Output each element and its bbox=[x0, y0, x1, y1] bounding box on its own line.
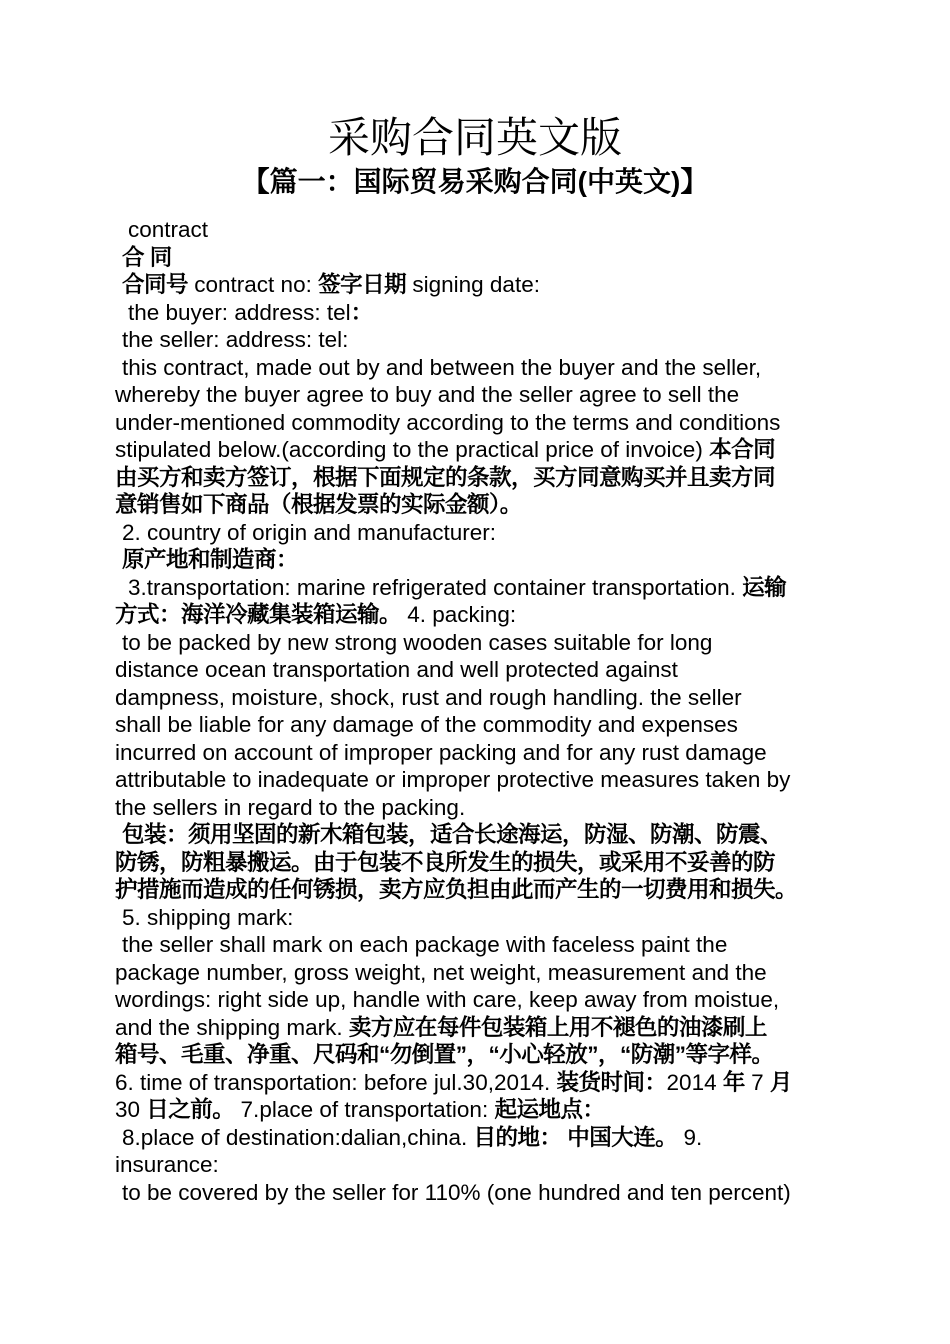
text-line bbox=[115, 464, 840, 492]
text-line bbox=[115, 409, 840, 437]
bold-text-run: 卖方应在每件包装箱上用不褪色的油漆刷上 bbox=[348, 1014, 767, 1040]
bold-text-run: 目的地： 中国大连。 bbox=[473, 1124, 678, 1150]
text-run: shall be liable for any damage of the commodity and expenses bbox=[115, 712, 738, 737]
bold-text-run: 日之前。 bbox=[146, 1097, 235, 1122]
text-run: insurance: bbox=[115, 1152, 219, 1177]
text-line bbox=[115, 216, 840, 244]
text-run: the seller shall mark on each package with faceless paint the bbox=[122, 932, 728, 957]
text-line bbox=[115, 931, 840, 959]
text-line bbox=[115, 739, 840, 767]
bold-text-run: 月 bbox=[769, 1069, 792, 1095]
text-run: 3.transportation: marine refrigerated container transportation. bbox=[128, 574, 743, 600]
text-run: attributable to inadequate or improper protective measures taken by bbox=[115, 767, 791, 792]
text-run: under-mentioned commodity according to the terms and conditions bbox=[115, 409, 781, 435]
text-line bbox=[115, 1041, 840, 1069]
document-body bbox=[115, 216, 840, 1206]
text-line bbox=[115, 1014, 840, 1042]
document-subtitle: 【篇一：国际贸易采购合同(中英文)】 bbox=[241, 166, 709, 197]
text-run: the seller: address: tel: bbox=[122, 327, 349, 352]
text-run: 2014 bbox=[666, 1069, 723, 1095]
text-run: incurred on account of improper packing and for any rust damage bbox=[115, 739, 767, 765]
bold-text-run: 护措施而造成的任何锈损，卖方应负担由此而产生的一切费用和损失。 bbox=[115, 877, 798, 902]
bold-text-run: 合 同 bbox=[122, 244, 172, 270]
text-line bbox=[115, 271, 840, 299]
bold-text-run: 本合同 bbox=[709, 437, 776, 462]
text-line bbox=[115, 656, 840, 684]
text-line bbox=[115, 519, 840, 547]
text-run: 2. country of origin and manufacturer: bbox=[122, 519, 496, 545]
text-line bbox=[115, 491, 840, 519]
bold-text-run: 合同号 bbox=[122, 272, 189, 297]
text-line bbox=[115, 1179, 840, 1207]
text-line bbox=[115, 986, 840, 1014]
text-line bbox=[115, 849, 840, 877]
text-run: this contract, made out by and between the buyer and the seller, bbox=[122, 354, 762, 380]
bold-text-run: 防锈，防粗暴搬运。由于包装不良所发生的损失，或采用不妥善的防 bbox=[115, 849, 776, 875]
text-run: signing date: bbox=[406, 272, 540, 297]
text-line bbox=[115, 244, 840, 272]
text-run: distance ocean transportation and well protected against bbox=[115, 657, 678, 682]
text-run: to be covered by the seller for 110% (one hundred and ten percent) bbox=[122, 1179, 791, 1205]
text-line bbox=[115, 821, 840, 849]
text-line bbox=[115, 326, 840, 354]
text-run: 7 bbox=[744, 1069, 770, 1095]
text-run: and the shipping mark. bbox=[115, 1014, 349, 1040]
text-run: whereby the buyer agree to buy and the seller agree to sell the bbox=[115, 382, 740, 407]
text-run: stipulated below.(according to the practical price of invoice) bbox=[115, 437, 710, 462]
text-run: contract no: bbox=[188, 272, 319, 297]
text-run: 8.place of destination:dalian,china. bbox=[122, 1124, 474, 1150]
text-line bbox=[115, 381, 840, 409]
bold-text-run: 签字日期 bbox=[318, 272, 407, 297]
bold-text-run: 包装：须用坚固的新木箱包装，适合长途海运，防湿、防潮、防震、 bbox=[122, 822, 783, 847]
bold-text-run: 装货时间： bbox=[556, 1069, 667, 1095]
document-title: 采购合同英文版 bbox=[327, 114, 622, 161]
text-run: 5. shipping mark: bbox=[122, 904, 294, 930]
text-run: dampness, moisture, shock, rust and rough handling. the seller bbox=[115, 684, 742, 710]
text-line bbox=[115, 766, 840, 794]
bold-text-run: 运输 bbox=[742, 574, 787, 600]
text-line bbox=[115, 876, 840, 904]
text-line bbox=[115, 629, 840, 657]
text-line bbox=[115, 546, 840, 574]
text-run: 4. packing: bbox=[401, 602, 517, 627]
text-run: 6. time of transportation: before jul.30,2014. bbox=[115, 1069, 557, 1095]
text-line bbox=[115, 1124, 840, 1152]
text-run: package number, gross weight, net weight, measurement and the bbox=[115, 959, 767, 985]
bold-text-run: 方式：海洋冷藏集装箱运输。 bbox=[115, 602, 402, 627]
text-line bbox=[115, 1096, 840, 1124]
text-line bbox=[115, 904, 840, 932]
bold-text-run: ： bbox=[350, 299, 373, 325]
text-line bbox=[115, 684, 840, 712]
bold-text-run: 意销售如下商品（根据发票的实际金额）。 bbox=[115, 492, 522, 517]
text-run: the buyer: address: tel bbox=[128, 299, 351, 325]
text-run: contract bbox=[128, 217, 209, 242]
text-line bbox=[115, 299, 840, 327]
text-run: 7.place of transportation: bbox=[234, 1097, 495, 1122]
bold-text-run: 年 bbox=[722, 1069, 745, 1095]
text-line bbox=[115, 794, 840, 822]
bold-text-run: 起运地点： bbox=[494, 1097, 605, 1122]
text-line bbox=[115, 1151, 840, 1179]
text-line bbox=[115, 711, 840, 739]
text-run: the sellers in regard to the packing. bbox=[115, 794, 466, 820]
bold-text-run: 由买方和卖方签订，根据下面规定的条款，买方同意购买并且卖方同 bbox=[115, 464, 776, 490]
text-line bbox=[115, 601, 840, 629]
text-line bbox=[115, 959, 840, 987]
text-run: to be packed by new strong wooden cases suitable for long bbox=[122, 629, 713, 655]
bold-text-run: 箱号、毛重、净重、尺码和“勿倒置”，“小心轻放”，“防潮”等字样。 bbox=[115, 1042, 774, 1067]
text-run: 30 bbox=[115, 1097, 147, 1122]
text-run: 9. bbox=[677, 1124, 703, 1150]
text-line bbox=[115, 1069, 840, 1097]
text-line bbox=[115, 574, 840, 602]
text-run: wordings: right side up, handle with care, keep away from moistue, bbox=[115, 987, 780, 1012]
bold-text-run: 原产地和制造商： bbox=[122, 547, 299, 572]
text-line bbox=[115, 436, 840, 464]
text-line bbox=[115, 354, 840, 382]
